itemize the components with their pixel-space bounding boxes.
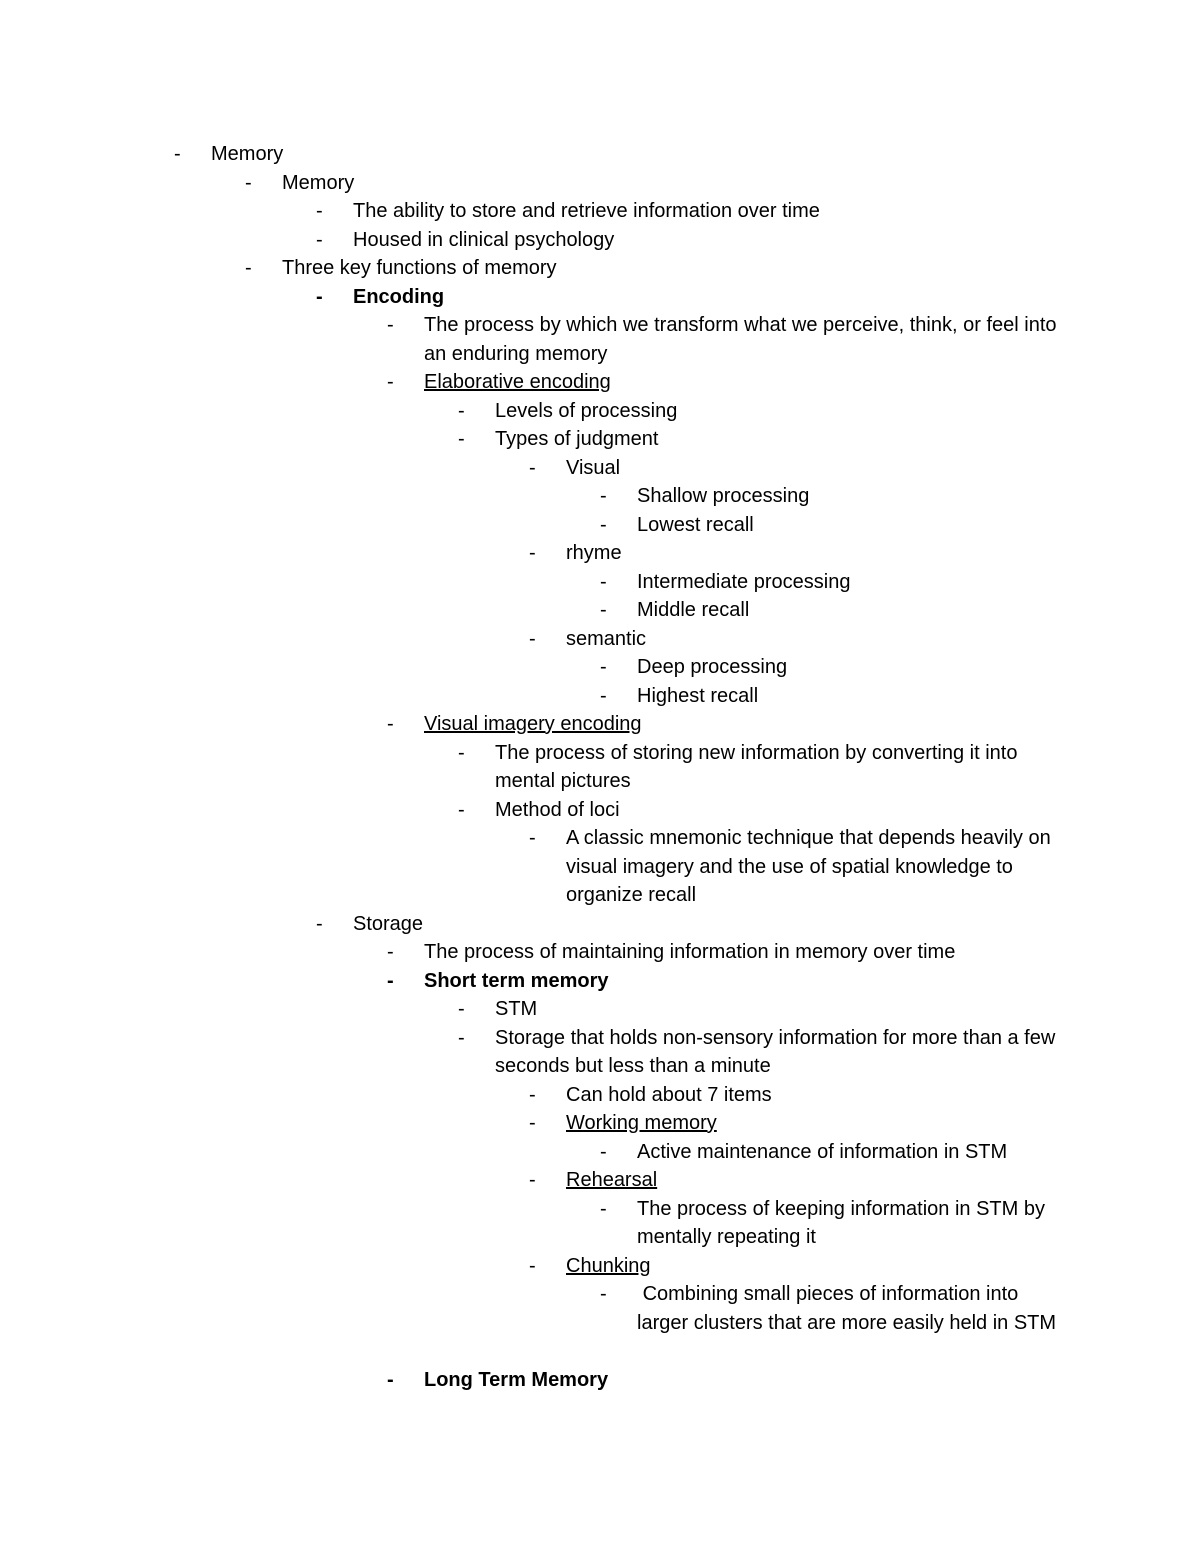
outline-item-text: The process of maintaining information in memory over time: [424, 941, 956, 963]
outline-item-text: Deep processing: [637, 656, 788, 678]
outline-item: [529, 454, 1062, 483]
outline-item: [600, 653, 1062, 682]
outline-item: [529, 824, 1062, 910]
outline-item: [529, 1166, 1062, 1195]
outline-item: [600, 482, 1062, 511]
bullet-dash: -: [387, 1368, 394, 1391]
bullet-dash: -: [600, 570, 607, 593]
outline-item: [458, 739, 1062, 796]
bullet-dash: -: [529, 627, 536, 650]
outline-item-text: Can hold about 7 items: [566, 1083, 772, 1106]
outline-item-text: Levels of processing: [495, 399, 678, 422]
outline-item: [529, 1109, 1062, 1138]
bullet-dash: -: [600, 599, 607, 621]
outline-item-text: Rehearsal: [566, 1169, 658, 1191]
outline-item: [458, 425, 1062, 454]
bullet-dash: -: [387, 371, 394, 393]
bullet-dash: -: [529, 1169, 536, 1191]
outline-item-text: Memory: [282, 171, 355, 194]
bullet-dash: -: [316, 228, 323, 251]
outline-item: [458, 796, 1062, 825]
outline-item-text: Memory: [211, 143, 284, 165]
bullet-dash: -: [387, 713, 394, 735]
bullet-dash: -: [245, 257, 252, 279]
outline-item: [600, 596, 1062, 625]
outline-item-text: A classic mnemonic technique that depends heavily on visual imagery and the use of spatial knowledge to organize recall: [566, 827, 1057, 906]
outline-item: [600, 1195, 1062, 1252]
outline-item: [458, 1024, 1062, 1081]
bullet-dash: -: [458, 1026, 465, 1049]
outline-item-text: The process of keeping information in STM by mentally repeating it: [637, 1197, 1051, 1248]
outline-item: [316, 283, 1062, 312]
bullet-dash: -: [600, 656, 607, 678]
outline-item-text: Combining small pieces of information into larger clusters that are more easily held in STM: [637, 1283, 1057, 1334]
bullet-dash: -: [387, 969, 394, 992]
outline-item-text: Shallow processing: [637, 485, 810, 507]
outline-item-text: Lowest recall: [637, 513, 754, 536]
outline-item: [387, 1366, 1062, 1395]
outline-item-text: Storage that holds non-sensory information for more than a few seconds but less than a minute: [495, 1026, 1061, 1077]
bullet-dash: -: [458, 798, 465, 821]
outline-item: [387, 311, 1063, 368]
bullet-dash: -: [529, 542, 536, 564]
bullet-dash: -: [600, 1197, 607, 1220]
bullet-dash: -: [174, 143, 181, 165]
outline-item-text: The process of storing new information by converting it into mental pictures: [495, 741, 1024, 792]
outline-item: [529, 1252, 1062, 1281]
outline-item-text: Housed in clinical psychology: [353, 228, 615, 251]
bullet-dash: -: [387, 314, 394, 336]
outline-item-text: Active maintenance of information in STM: [637, 1140, 1008, 1163]
outline-item-text: Chunking: [566, 1254, 651, 1277]
outline-item: [600, 1280, 1062, 1337]
outline-item: [600, 682, 1062, 711]
bullet-dash: -: [458, 428, 465, 450]
outline-item-text: Elaborative encoding: [424, 371, 611, 393]
bullet-dash: -: [529, 1112, 536, 1134]
bullet-dash: -: [458, 741, 465, 764]
outline-item: [529, 539, 1062, 568]
outline-item-text: Storage: [353, 912, 424, 935]
outline-item: [529, 625, 1062, 654]
bullet-dash: -: [600, 485, 607, 507]
bullet-dash: -: [458, 998, 465, 1020]
bullet-dash: -: [387, 941, 394, 963]
outline-item-text: Working memory: [566, 1112, 717, 1134]
outline-item: [458, 995, 1062, 1024]
outline-item: [245, 254, 1062, 283]
outline-item: [387, 967, 1062, 996]
bullet-dash: -: [316, 912, 323, 935]
bullet-dash: -: [458, 399, 465, 422]
outline-item: [316, 910, 1062, 939]
outline-item-text: Long Term Memory: [424, 1368, 609, 1391]
outline-item: [458, 397, 1062, 426]
outline-item: [600, 1138, 1062, 1167]
outline-item: [387, 938, 1062, 967]
outline-item-text: Visual: [566, 456, 621, 479]
bullet-dash: -: [245, 171, 252, 194]
outline-item-text: rhyme: [566, 542, 622, 564]
outline-item-text: Encoding: [353, 285, 445, 308]
outline-item-text: Visual imagery encoding: [424, 713, 642, 735]
outline-item-text: The process by which we transform what we perceive, think, or feel into an enduring memory: [424, 314, 1063, 365]
bullet-dash: -: [529, 1254, 536, 1277]
bullet-dash: -: [600, 684, 607, 707]
outline-item-text: Types of judgment: [495, 428, 659, 450]
outline-item: [316, 197, 1062, 226]
outline-item-text: The ability to store and retrieve information over time: [353, 200, 820, 222]
outline-item-text: Intermediate processing: [637, 570, 851, 593]
outline-item: [174, 140, 1062, 169]
outline-item-text: semantic: [566, 627, 647, 650]
outline-item: [529, 1081, 1062, 1110]
bullet-dash: -: [529, 456, 536, 479]
outline-item-text: Three key functions of memory: [282, 257, 557, 279]
bullet-dash: -: [529, 827, 536, 849]
bullet-dash: -: [316, 285, 323, 308]
outline-item: [600, 568, 1062, 597]
bullet-dash: -: [600, 1283, 607, 1305]
bullet-dash: -: [600, 513, 607, 536]
outline-item: [387, 368, 1062, 397]
outline-item-text: Middle recall: [637, 599, 750, 621]
outline-item-text: STM: [495, 998, 538, 1020]
outline-item-text: Method of loci: [495, 798, 620, 821]
outline-item: [600, 511, 1062, 540]
bullet-dash: -: [529, 1083, 536, 1106]
bullet-dash: -: [600, 1140, 607, 1163]
bullet-dash: -: [316, 200, 323, 222]
outline-item-text: Short term memory: [424, 969, 609, 992]
outline-item: [387, 710, 1062, 739]
outline-item: [316, 226, 1062, 255]
outline-item: [245, 169, 1062, 198]
outline-item-text: Highest recall: [637, 684, 759, 707]
